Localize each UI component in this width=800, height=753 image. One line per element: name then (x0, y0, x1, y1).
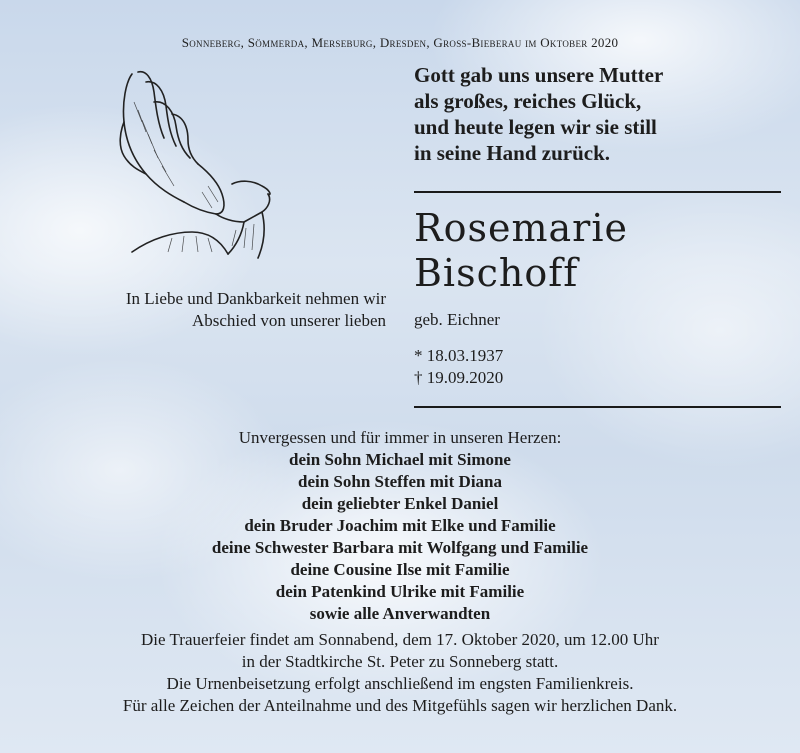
life-dates (414, 345, 503, 389)
intro-line: In Liebe und Dankbarkeit nehmen wir (125, 289, 386, 308)
deceased-last-name: Bischoff (414, 251, 579, 295)
praying-hands-icon (112, 62, 282, 262)
mourner-entry: deine Cousine Ilse mit Familie (290, 560, 510, 579)
deceased-first-name: Rosemarie (414, 206, 628, 250)
quote-line: und heute legen wir sie still (414, 115, 657, 139)
death-date: † 19.09.2020 (414, 368, 504, 387)
mourner-entry: sowie alle Anverwandten (309, 604, 491, 623)
mourners-heading: Unvergessen und für immer in unseren Herzen: (238, 428, 562, 447)
divider-top (414, 191, 781, 193)
mourner-entry: dein Sohn Michael mit Simone (289, 450, 511, 469)
ceremony-line: in der Stadtkirche St. Peter zu Sonneberg statt. (241, 652, 559, 671)
quote-verse (414, 62, 784, 166)
divider-bottom (414, 406, 781, 408)
intro-text (60, 288, 386, 332)
birth-date: * 18.03.1937 (414, 346, 504, 365)
intro-line: Abschied von unserer lieben (191, 311, 386, 330)
ceremony-line: Für alle Zeichen der Anteilnahme und des Mitgefühls sagen wir herzlichen Dank. (122, 696, 678, 715)
mourner-entry: dein Bruder Joachim mit Elke und Familie (244, 516, 556, 535)
quote-line: in seine Hand zurück. (414, 141, 611, 165)
mourner-entry: dein Patenkind Ulrike mit Familie (275, 582, 525, 601)
mourner-entry: deine Schwester Barbara mit Wolfgang und Familie (211, 538, 589, 557)
places-date-line: Sonneberg, Sömmerda, Merseburg, Dresden, Gross-Bieberau im Oktober 2020 (181, 35, 619, 50)
quote-line: als großes, reiches Glück, (414, 89, 642, 113)
mourner-entry: dein geliebter Enkel Daniel (301, 494, 499, 513)
ceremony-line: Die Trauerfeier findet am Sonnabend, dem 17. Oktober 2020, um 12.00 Uhr (141, 630, 659, 649)
ceremony-line: Die Urnenbeisetzung erfolgt anschließend im engsten Familienkreis. (166, 674, 634, 693)
ceremony-details (0, 629, 800, 717)
birth-name: geb. Eichner (414, 310, 500, 329)
quote-line: Gott gab uns unsere Mutter (414, 63, 664, 87)
mourners-list (0, 427, 800, 625)
mourner-entry: dein Sohn Steffen mit Diana (297, 472, 503, 491)
